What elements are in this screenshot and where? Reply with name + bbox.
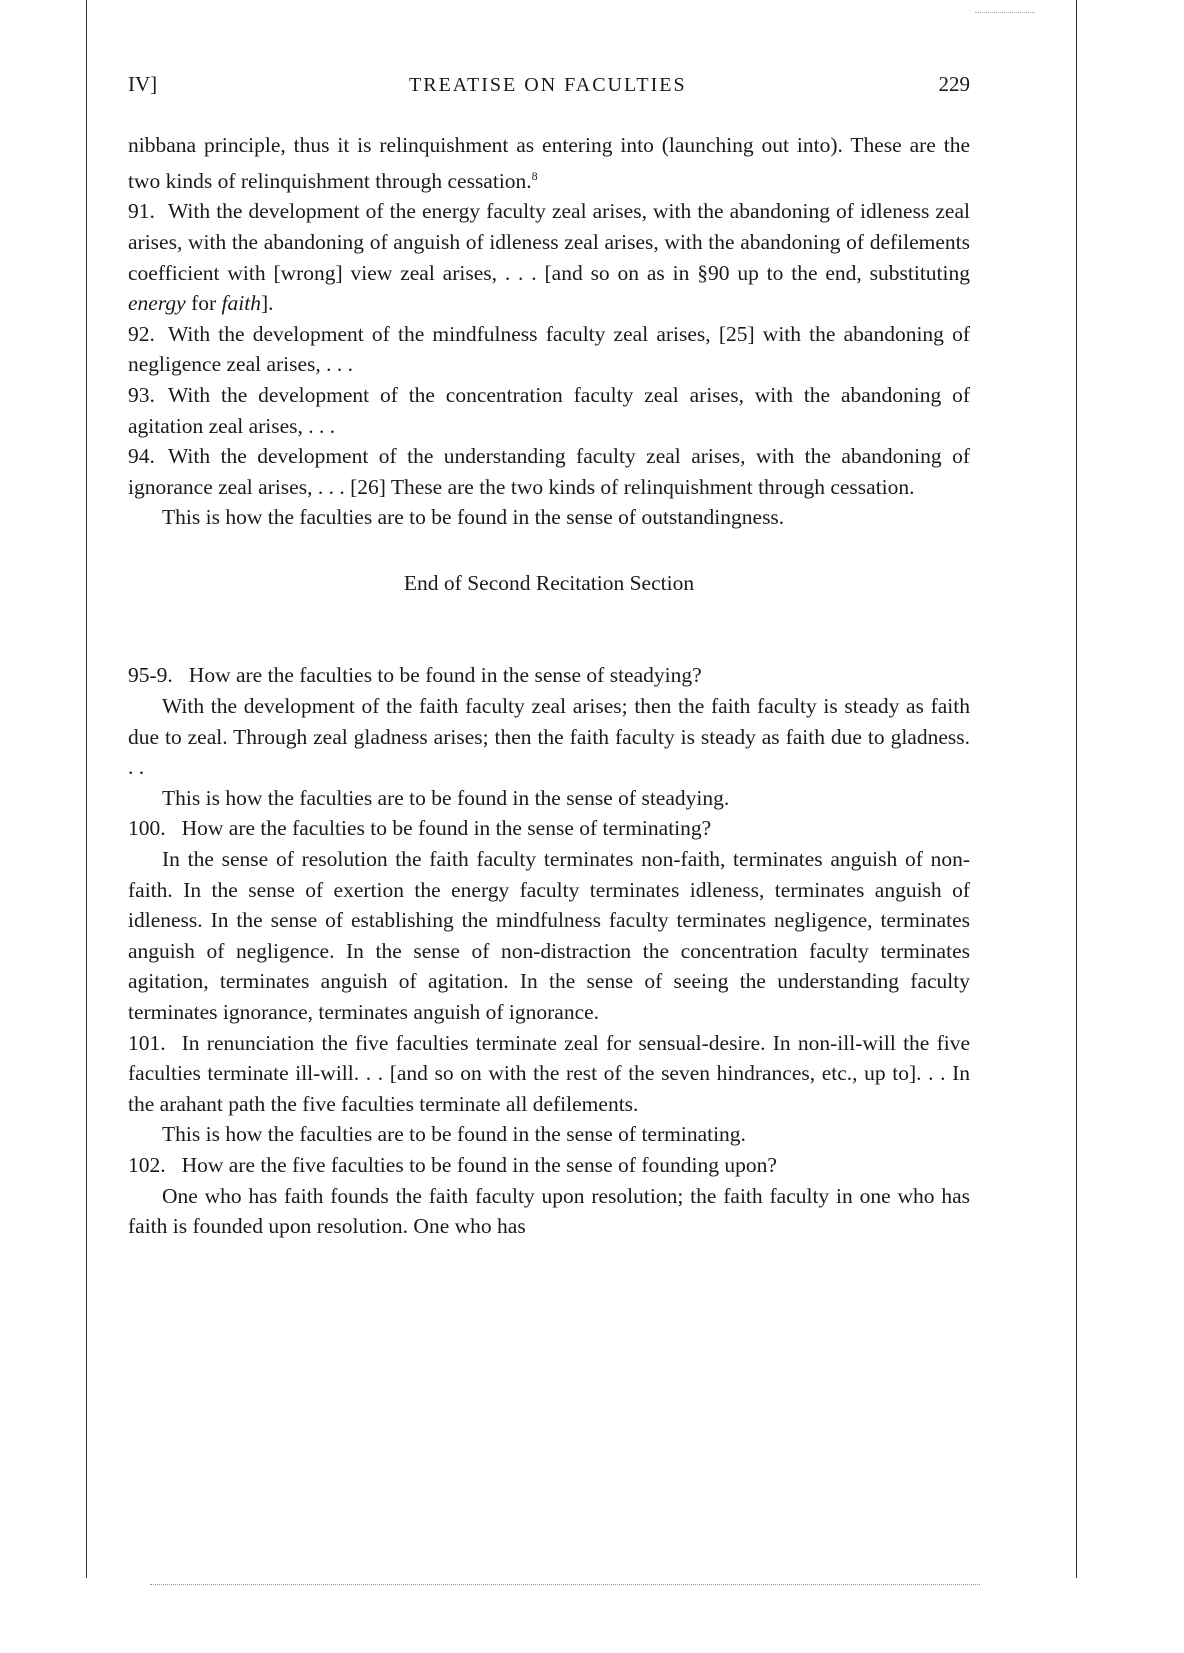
section-end-heading: End of Second Recitation Section — [403, 570, 695, 595]
paragraph-steadying-body: With the development of the faith faculty zeal arises; then the faith faculty is steady as faith due to zeal. Through zeal gladness arises; then the faith faculty is steady as faith due to gladness. . . — [128, 694, 970, 780]
scan-artifact-bottom — [150, 1584, 980, 1585]
running-title: TREATISE ON FACULTIES — [409, 74, 687, 96]
page-border-right — [1076, 0, 1077, 1578]
paragraph-number: 91. — [128, 199, 155, 224]
page-number: 229 — [938, 72, 970, 96]
paragraph-101: 101. In renunciation the five faculties terminate zeal for sensual-desire. In non-ill-will the five faculties terminate ill-will. . . [and so on with the rest of the seven hindrances, etc., up to]. . . In the arahant path the five faculties terminate all defilements. — [128, 1028, 970, 1120]
paragraph-91: 91. With the development of the energy faculty zeal arises, with the abandoning of idleness zeal arises, with the abandoning of anguish of idleness zeal arises, with the abandoning of defilements coefficient with [wrong] view zeal arises, . . . [and so on as in §90 up to the end, substituting energy for faith]. — [128, 196, 970, 318]
paragraph-92: 92. With the development of the mindfulness faculty zeal arises, [25] with the abandoning of negligence zeal arises, . . . — [128, 319, 970, 380]
book-page — [128, 72, 970, 1242]
paragraph-number: 100. — [128, 816, 166, 841]
paragraph-94: 94. With the development of the understanding faculty zeal arises, with the abandoning of ignorance zeal arises, . . . [26] These are the two kinds of relinquishment through cessation. — [128, 441, 970, 502]
paragraph-continuation: nibbana principle, thus it is relinquishment as entering into (launching out into). These are the two kinds of relinquishment through cessation.$^8$ — [128, 133, 970, 193]
summary-outstandingness: This is how the faculties are to be found in the sense of outstandingness. — [162, 505, 785, 530]
paragraph-terminating-body: In the sense of resolution the faith faculty terminates non-faith, terminates anguish of non-faith. In the sense of exertion the energy faculty terminates idleness, terminates anguish of idleness. In the sense of establishing the mindfulness faculty terminates negligence, terminates anguish of negligence. In the sense of non-distraction the concentration faculty terminates agitation, terminates anguish of agitation. In the sense of seeing the understanding faculty terminates ignorance, terminates anguish of ignorance. — [128, 847, 970, 1024]
paragraph-number: 92. — [128, 321, 155, 346]
paragraph-number: 94. — [128, 444, 155, 469]
paragraph-102: 102. How are the five faculties to be found in the sense of founding upon? — [128, 1150, 970, 1181]
paragraph-number: 101. — [128, 1030, 166, 1055]
scan-artifact-top — [975, 12, 1035, 13]
paragraph-number: 102. — [128, 1152, 166, 1177]
footnote-marker: 8 — [531, 168, 538, 183]
running-head — [128, 72, 970, 112]
paragraph-number: 93. — [128, 382, 155, 407]
paragraph-100: 100. How are the faculties to be found in the sense of terminating? — [128, 813, 970, 844]
summary-steadying: This is how the faculties are to be found in the sense of steadying. — [162, 785, 730, 810]
paragraph-founding-body: One who has faith founds the faith faculty upon resolution; the faith faculty in one who has faith is founded upon resolution. One who has — [128, 1183, 970, 1239]
paragraph-number: 95-9. — [128, 663, 173, 688]
chapter-marker: IV] — [128, 72, 158, 96]
paragraph-93: 93. With the development of the concentration faculty zeal arises, with the abandoning of agitation zeal arises, . . . — [128, 380, 970, 441]
summary-terminating: This is how the faculties are to be found in the sense of terminating. — [162, 1122, 746, 1147]
body-text — [128, 130, 970, 1242]
page-border-left — [86, 0, 87, 1578]
paragraph-95-9: 95-9. How are the faculties to be found in the sense of steadying? — [128, 660, 970, 691]
